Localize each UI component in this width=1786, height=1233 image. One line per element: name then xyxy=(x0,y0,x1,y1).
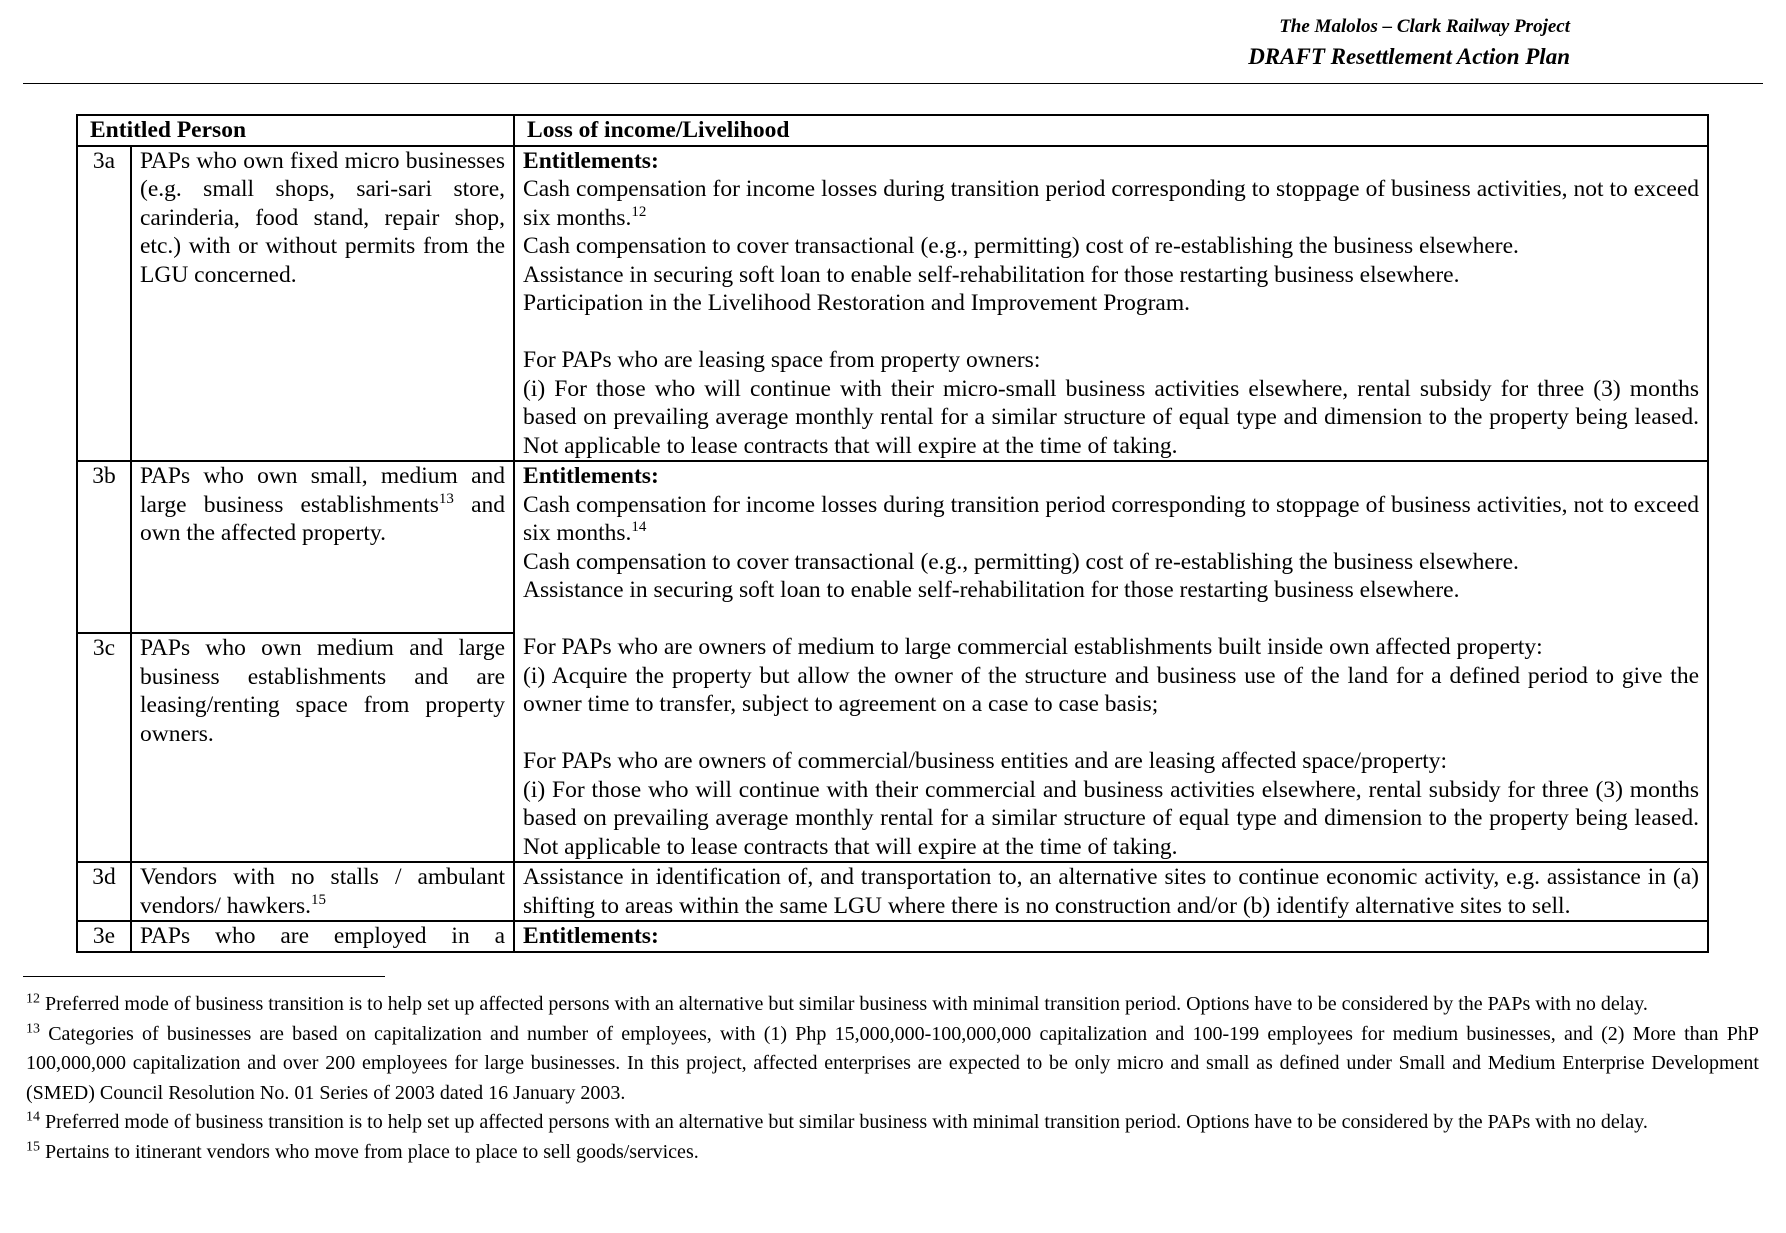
footnote-text: Categories of businesses are based on capitalization and number of employees, with (1) Php 15,000,000-100,000,000 capitalization and 100-199 employees for medium businesses, and (2) More than PhP 100,000,000 capitalization and over 200 employees for large businesses. In this project, affected enterprises are expected to be only micro and small as defined under Small and Medium Enterprise Development (SMED) Council Resolution No. 01 Series of 2003 dated 16 January 2003. xyxy=(26,1022,1760,1104)
footnote-number: 12 xyxy=(26,991,40,1007)
lease-text: (i) For those who will continue with their commercial and business activities elsewhere, rental subsidy for three (3) months based on prevailing average monthly rental for a similar structure of equal type and dimension to the property being leased. Not applicable to lease contracts that will expire at the time of taking. xyxy=(523,776,1699,860)
col-header-entitled-person: Entitled Person xyxy=(77,115,514,146)
loss-cell xyxy=(514,146,1708,462)
lease-heading: For PAPs who are leasing space from property owners: xyxy=(523,347,1041,373)
loss-cell xyxy=(514,461,1708,862)
entitlement-table xyxy=(76,114,1709,953)
loss-cell xyxy=(514,921,1708,952)
row-id: 3d xyxy=(77,862,131,921)
lease-text: (i) For those who will continue with their micro-small business activities elsewhere, rental subsidy for three (3) months based on prevailing average monthly rental for a similar structure of equal type and dimension to the property being leased. Not applicable to lease contracts that will expire at the time of taking. xyxy=(523,375,1699,459)
entitled-person-cell: PAPs who own medium and large business establishments and are leasing/renting space from property owners. xyxy=(131,633,514,862)
footnote-13 xyxy=(26,1020,1759,1109)
footnote-text: Preferred mode of business transition is to help set up affected persons with an alternative but similar business with minimal transition period. Options have to be considered by the PAPs with no delay. xyxy=(45,1111,1648,1133)
page-header xyxy=(1248,14,1570,74)
table-header-row xyxy=(77,115,1708,146)
footnotes xyxy=(26,990,1759,1167)
lease-heading: For PAPs who are owners of commercial/business entities and are leasing affected space/property: xyxy=(523,748,1448,774)
owner-heading: For PAPs who are owners of medium to large commercial establishments built inside own affected property: xyxy=(523,634,1543,660)
document-title: DRAFT Resettlement Action Plan xyxy=(1248,44,1570,69)
header-divider xyxy=(23,83,1763,84)
entitlement-line: Cash compensation to cover transactional (e.g., permitting) cost of re-establishing the business elsewhere. xyxy=(523,548,1519,575)
row-id: 3a xyxy=(77,146,131,462)
entitlements-heading: Entitlements: xyxy=(523,147,659,174)
entitled-person-cell: PAPs who are employed in a xyxy=(131,921,514,952)
footnote-number: 14 xyxy=(26,1109,40,1125)
table-row-3d xyxy=(77,862,1708,921)
entitlement-line: Participation in the Livelihood Restoration and Improvement Program. xyxy=(523,290,1191,316)
footnote-ref[interactable]: 12 xyxy=(631,203,647,220)
entitlement-line: Cash compensation to cover transactional (e.g., permitting) cost of re-establishing the business elsewhere. xyxy=(523,233,1519,259)
table-row-3a xyxy=(77,146,1708,462)
entitlement-line: Cash compensation for income losses during transition period corresponding to stoppage of business activities, not to exceed six months.$^{12}$ xyxy=(523,176,1699,231)
table-row-3e xyxy=(77,921,1708,952)
entitlement-line: Assistance in securing soft loan to enable self-rehabilitation for those restarting business elsewhere. xyxy=(523,577,1460,603)
table-row-3b xyxy=(77,461,1708,633)
footnote-14 xyxy=(26,1108,1759,1138)
footnote-ref[interactable]: 13 xyxy=(438,490,454,507)
col-header-loss: Loss of income/Livelihood xyxy=(514,115,1708,146)
spacer xyxy=(523,605,1699,634)
entitlement-line: Cash compensation for income losses during transition period corresponding to stoppage of business activities, not to exceed six months.$^{14}$ xyxy=(523,491,1699,546)
entitled-person-cell: PAPs who own small, medium and large business establishments$^{13}$ and own the affected property. xyxy=(131,461,514,633)
entitlement-line: Assistance in securing soft loan to enable self-rehabilitation for those restarting business elsewhere. xyxy=(523,261,1460,288)
entitlements-heading: Entitlements: xyxy=(523,463,659,489)
loss-cell: Assistance in identification of, and transportation to, an alternative sites to continue economic activity, e.g. assistance in (a) shifting to areas within the same LGU where there is no construction and/or (b) identify alternative sites to sell. xyxy=(514,862,1708,921)
footnote-text: Pertains to itinerant vendors who move from place to place to sell goods/services. xyxy=(45,1140,699,1163)
row-id: 3b xyxy=(77,461,131,633)
row-id: 3e xyxy=(77,921,131,952)
footnote-15 xyxy=(26,1138,1759,1168)
spacer xyxy=(523,318,1699,347)
entitled-person-cell: PAPs who own fixed micro businesses (e.g. small shops, sari-sari store, carinderia, food stand, repair shop, etc.) with or without permits from the LGU concerned. xyxy=(131,146,514,462)
project-title: The Malolos – Clark Railway Project xyxy=(1279,16,1570,37)
spacer xyxy=(523,719,1699,748)
footnote-ref[interactable]: 14 xyxy=(631,519,647,536)
owner-text: (i) Acquire the property but allow the owner of the structure and business use of the land for a defined period to give the owner time to transfer, subject to agreement on a case to case basis; xyxy=(523,662,1699,717)
footnote-text: Preferred mode of business transition is to help set up affected persons with an alternative but similar business with minimal transition period. Options have to be considered by the PAPs with no delay. xyxy=(45,993,1648,1015)
footnote-ref[interactable]: 15 xyxy=(310,891,326,908)
footnote-number: 15 xyxy=(26,1138,40,1154)
row-id: 3c xyxy=(77,633,131,862)
entitled-person-cell: Vendors with no stalls / ambulant vendors/ hawkers.$^{15}$ xyxy=(131,862,514,921)
footnote-number: 13 xyxy=(26,1020,40,1036)
footnote-divider xyxy=(23,976,385,977)
footnote-12 xyxy=(26,990,1759,1020)
entitlements-heading: Entitlements: xyxy=(523,923,659,949)
